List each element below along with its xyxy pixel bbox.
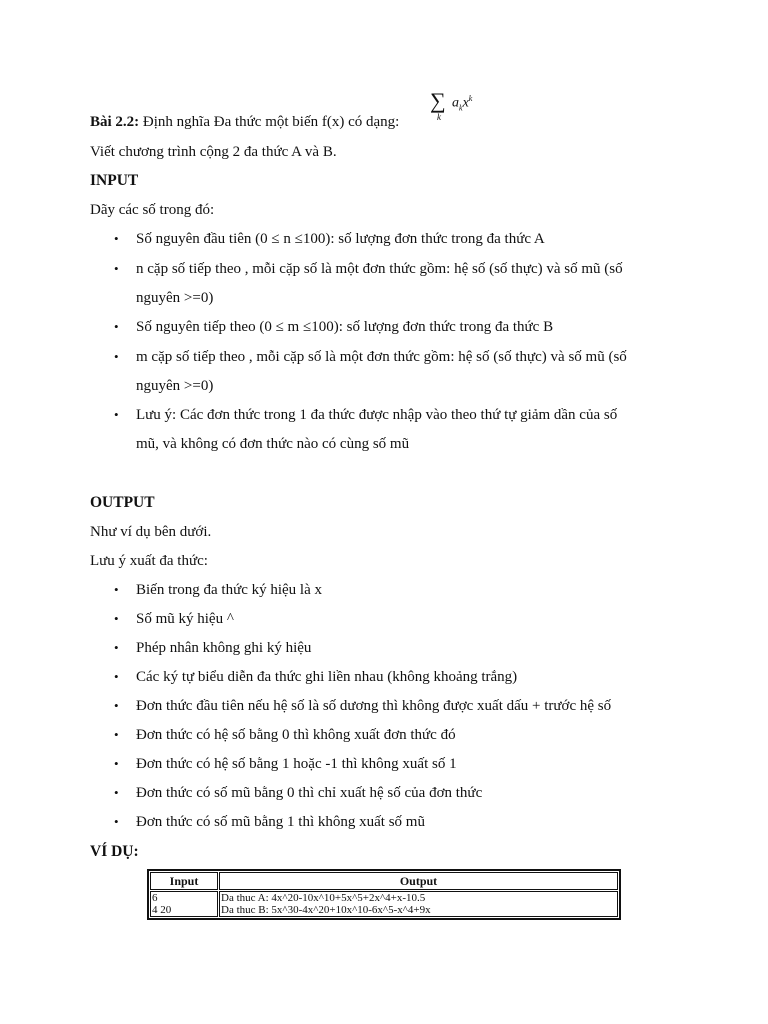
example-input-cell bbox=[150, 891, 218, 917]
input-bullet-text: nguyên >=0) bbox=[136, 378, 214, 394]
bullet-marker: • bbox=[114, 407, 119, 422]
formula-term bbox=[452, 94, 472, 112]
bullet-marker: • bbox=[114, 814, 119, 829]
bullet-marker: • bbox=[114, 669, 119, 684]
example-header-row bbox=[150, 872, 618, 890]
output-bullet-text: Đơn thức có số mũ bằng 1 thì không xuất số mũ bbox=[136, 814, 425, 830]
output-heading: OUTPUT bbox=[90, 494, 155, 511]
input-line: 4 20 bbox=[152, 904, 172, 916]
input-line: 6 bbox=[152, 892, 158, 904]
coef-subscript: k bbox=[459, 103, 463, 113]
bullet-marker: • bbox=[114, 582, 119, 597]
coef-a: a bbox=[452, 95, 459, 111]
bullet-marker: • bbox=[114, 231, 119, 246]
output-intro: Như ví dụ bên dưới. bbox=[90, 524, 212, 540]
input-bullet-text: mũ, và không có đơn thức nào có cùng số mũ bbox=[136, 436, 410, 452]
output-bullet-text: Đơn thức đầu tiên nếu hệ số là số dương thì không được xuất dấu + trước hệ số bbox=[136, 698, 612, 714]
output-note: Lưu ý xuất đa thức: bbox=[90, 553, 208, 569]
output-bullet-text: Số mũ ký hiệu ^ bbox=[136, 611, 234, 627]
bullet-marker: • bbox=[114, 698, 119, 713]
input-bullet-text: m cặp số tiếp theo , mỗi cặp số là một đơn thức gồm: hệ số (số thực) và số mũ (số bbox=[136, 349, 627, 365]
bullet-marker: • bbox=[114, 756, 119, 771]
input-heading: INPUT bbox=[90, 172, 139, 189]
sigma-subscript: k bbox=[437, 112, 441, 122]
exponent-k: k bbox=[468, 94, 473, 103]
output-bullet-text: Các ký tự biểu diễn đa thức ghi liền nhau (không khoảng trắng) bbox=[136, 669, 518, 685]
input-bullet-text: Lưu ý: Các đơn thức trong 1 đa thức được nhập vào theo thứ tự giảm dần của số bbox=[136, 407, 618, 423]
input-bullet-text: nguyên >=0) bbox=[136, 290, 214, 306]
var-x: x bbox=[462, 95, 469, 111]
example-data-row bbox=[150, 891, 618, 917]
bullet-marker: • bbox=[114, 261, 119, 276]
output-line: Da thuc B: 5x^30-4x^20+10x^10-6x^5-x^4+9x bbox=[221, 904, 431, 916]
input-bullet-text: Số nguyên đầu tiên (0 ≤ n ≤100): số lượng đơn thức trong đa thức A bbox=[136, 231, 545, 247]
example-table bbox=[147, 869, 621, 920]
input-intro: Dãy các số trong đó: bbox=[90, 202, 215, 218]
output-bullet-text: Biến trong đa thức ký hiệu là x bbox=[136, 582, 323, 598]
bullet-marker: • bbox=[114, 727, 119, 742]
bullet-marker: • bbox=[114, 611, 119, 626]
output-bullet-text: Đơn thức có số mũ bằng 0 thì chỉ xuất hệ số của đơn thức bbox=[136, 785, 483, 801]
example-heading: VÍ DỤ: bbox=[90, 843, 139, 860]
header-output: Output bbox=[219, 872, 618, 890]
sum-formula bbox=[430, 90, 490, 130]
sigma-symbol: ∑ bbox=[430, 88, 446, 113]
bullet-marker: • bbox=[114, 785, 119, 800]
output-line: Da thuc A: 4x^20-10x^10+5x^5+2x^4+x-10.5 bbox=[221, 892, 426, 904]
input-bullet-text: Số nguyên tiếp theo (0 ≤ m ≤100): số lượng đơn thức trong đa thức B bbox=[136, 319, 554, 335]
bullet-marker: • bbox=[114, 349, 119, 364]
example-output-cell bbox=[219, 891, 618, 917]
output-bullet-text: Đơn thức có hệ số bằng 1 hoặc -1 thì không xuất số 1 bbox=[136, 756, 457, 772]
bullet-marker: • bbox=[114, 640, 119, 655]
problem-label: Bài 2.2: bbox=[90, 114, 140, 130]
output-bullet-text: Đơn thức có hệ số bằng 0 thì không xuất đơn thức đó bbox=[136, 727, 456, 743]
header-input: Input bbox=[150, 872, 218, 890]
output-bullet-text: Phép nhân không ghi ký hiệu bbox=[136, 640, 312, 656]
problem-definition-line bbox=[90, 112, 399, 132]
bullet-marker: • bbox=[114, 319, 119, 334]
problem-task: Viết chương trình cộng 2 đa thức A và B. bbox=[90, 144, 337, 160]
problem-definition: Định nghĩa Đa thức một biến f(x) có dạng: bbox=[139, 114, 400, 130]
input-bullet-text: n cặp số tiếp theo , mỗi cặp số là một đơn thức gồm: hệ số (số thực) và số mũ (số bbox=[136, 261, 623, 277]
